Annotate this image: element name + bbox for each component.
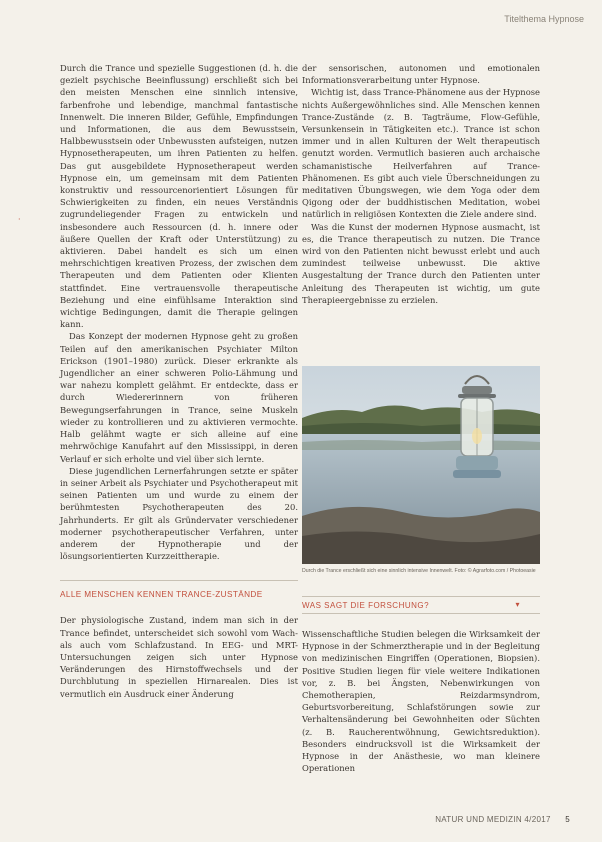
chevron-down-icon: ▾ [515, 600, 520, 609]
right-paragraph-2: Wichtig ist, dass Trance-Phänomene aus der Hypnose nichts Außergewöhnliches sind. Alle Menschen kennen Trance-Zustände (z. B. Tagträume, Flow-Gefühle, Versunkensein in Tätigkeiten etc.). Trance ist schon immer und in allen Kulturen der Welt therapeutisch genutzt worden. Vermutlich basieren auch archaische schamanistische Heilverfahren auf Trance-Phänomenen. Es gibt auch viele Überschneidungen zu meditativen Übungswegen, wie dem Yoga oder dem Qigong oder der buddhistischen Meditation, wobei natürlich in religiösen Kontexten die Ziele andere sind. [302, 87, 540, 220]
right-paragraph-1: der sensorischen, autonomen und emotionalen Informationsverarbeitung unter Hypnose. [302, 63, 540, 86]
research-box-title: WAS SAGT DIE FORSCHUNG? [302, 601, 430, 610]
research-box-heading [302, 596, 540, 614]
section-header: Titelthema Hypnose [504, 14, 584, 24]
research-box-text [302, 628, 540, 774]
lantern-photo [302, 366, 540, 564]
right-column [302, 62, 540, 306]
left-column [60, 62, 298, 700]
research-paragraph: Wissenschaftliche Studien belegen die Wirksamkeit der Hypnose in der Schmerztherapie und in der Begleitung von medizinischen Eingriffen (Operationen, Biopsien). Positive Studien liegen für viele weitere Indikationen vor, z. B. bei Ängsten, Nebenwirkungen von Chemotherapien, Reizdarmsyndrom, Geburtsvorbereitung, Schlafstörungen sowie zur Verhaltensänderung bei Gewohnheiten oder Süchten (z. B. Raucherentwöhnung, Gewichtsreduktion). Besonders eindrucksvoll ist die Wirksamkeit der Hypnose in der Anästhesie, wo man kleinere Operationen [302, 629, 540, 774]
publication-name: NATUR UND MEDIZIN 4/2017 [435, 815, 551, 824]
left-paragraph-1: Durch die Trance und spezielle Suggestionen (d. h. die gezielt psychische Beeinflussung) erschließt sich bei den meisten Menschen eine sinnlich intensive, farbenfrohe und lebendige, manchmal fantastische Innenwelt. Die inneren Bilder, Gefühle, Empfindungen und Informationen, die aus dem Bewusstsein, Halbbewusstsein oder Unbewussten aufsteigen, nutzen Hypnosetherapeuten, um ihren Patienten zu helfen. Das gut ausgebildete Hypnosetherapeut werden Hypnose ein, um gemeinsam mit dem Patienten konstruktiv und ressourcenorientiert Lösungen für Schwierigkeiten zu finden, ein neues Verständnis zugrundeliegender Fragen zu entwickeln und insbesondere auch Ressourcen (d. h. innere oder äußere Quellen der Kraft oder Unterstützung) zu aktivieren. Dabei handelt es sich um einen mehrschichtigen kreativen Prozess, der zwischen dem Therapeuten und dem Patienten oder Klienten stattfindet. Eine vertrauensvolle therapeutische Beziehung und eine einfühlsame Interaktion sind wichtige Bedingungen, damit die Therapie gelingen kann. [60, 63, 298, 330]
page-number: 5 [565, 815, 570, 824]
left-paragraph-2: Das Konzept der modernen Hypnose geht zu großen Teilen auf den amerikanischen Psychiater Milton Erickson (1901–1980) zurück. Dieser erkrankte als Jugendlicher an einer schweren Polio-Lähmung und war nahezu komplett gelähmt. Er entdeckte, dass er durch Wiedererinnern von früheren Bewegungserfahrungen in Trance, seine Muskeln wieder zu kontrollieren und zu aktivieren vermochte. Halb gelähmt wagte er sich alleine auf eine mehrwöchige Kanufahrt auf den Mississippi, in deren Verlauf er sich erholte und viel über sich lernte. [60, 331, 298, 464]
photo-caption: Durch die Trance erschließt sich eine sinnlich intensive Innenwelt. Foto: © Agrarfoto.com / Photoeasie [302, 568, 536, 574]
section-subheading: ALLE MENSCHEN KENNEN TRANCE-ZUSTÄNDE [60, 580, 298, 600]
left-paragraph-4: Der physiologische Zustand, indem man sich in der Trance befindet, unterscheidet sich sowohl vom Wach- als auch vom Schlafzustand. In EEG- und MRT-Untersuchungen zeigen sich unter Hypnose Veränderungen des Hirnstoffwechsels und der Durchblutung in speziellen Hirnarealen. Dies ist vermutlich ein Ausdruck einer Änderung [60, 615, 298, 699]
lantern-illustration [302, 366, 540, 564]
page-footer [435, 815, 570, 824]
left-paragraph-3: Diese jugendlichen Lernerfahrungen setzte er später in seiner Arbeit als Psychiater und Psychotherapeut mit seinen Patienten um und wurde zu einem der berühmtesten Psychotherapeuten des 20. Jahrhunderts. Er gilt als Gründervater verschiedener moderner psychotherapeutischer Verfahren, unter anderem der Hypnotherapie und der lösungsorientierten Kurzzeittherapie. [60, 465, 298, 562]
right-paragraph-3: Was die Kunst der modernen Hypnose ausmacht, ist es, die Trance therapeutisch zu nutzen. Die Trance wird von den Patienten nicht bewusst erlebt und auch zumindest teilweise unbewusst. Die aktive Ausgestaltung der Trance durch den Patienten unter Anleitung des Therapeuten ist wichtig, um gute Therapieergebnisse zu erzielen. [302, 221, 540, 305]
margin-mark-icon: · [18, 215, 21, 224]
